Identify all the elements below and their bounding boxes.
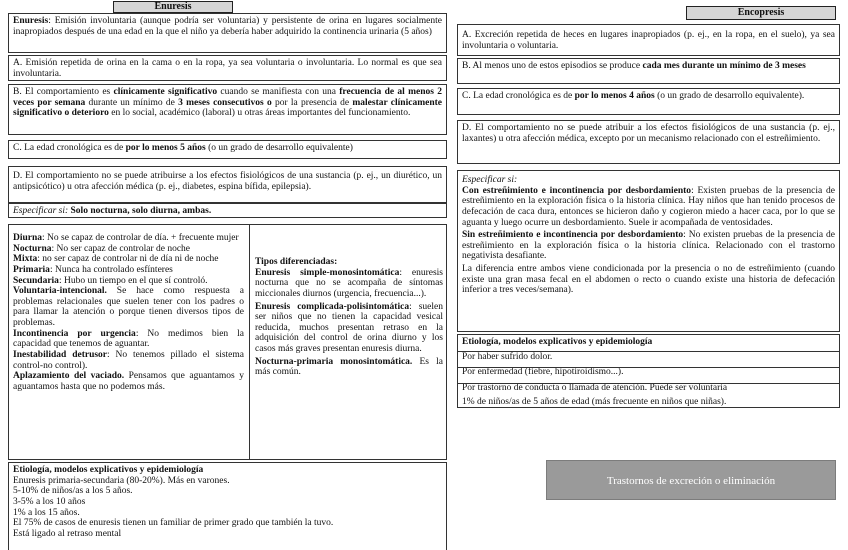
differentiated-item — [255, 268, 443, 300]
encopresis-specify — [457, 170, 840, 332]
enuresis-definition-term: Enuresis — [13, 16, 49, 26]
type-term: Primaria — [13, 264, 50, 275]
encopresis-criterion-d-text: D. El comportamiento no se puede atribuir a los efectos fisiológicos de una sustancia (p. ej., laxantes) u otra afección médica, excepto por un mecanismo relacionado con el estreñimiento. — [462, 123, 835, 144]
enuresis-criterion-c-text-1: C. La edad cronológica es de — [13, 143, 126, 153]
enuresis-differentiated — [255, 257, 443, 378]
type-term: Voluntaria-intencional. — [13, 286, 107, 297]
type-text: : no ser capaz de controlar ni de día ni de noche — [37, 254, 219, 265]
enuresis-criterion-b-bold-3: 3 meses consecutivos o — [178, 97, 272, 108]
encopresis-difference: La diferencia entre ambos viene condicionada por la presencia o no de estreñimiento (cuando existe una gran masa fecal en el abdomen o recto o cuando existe una historia de defecación inferior a tres veces/semana). — [462, 264, 835, 296]
differentiated-heading-text: Tipos diferenciadas: — [255, 257, 338, 267]
etiology-line: El 75% de casos de enuresis tienen un familiar de primer grado que también la tuvo. — [13, 518, 334, 529]
enuresis-title: Enuresis — [113, 1, 233, 13]
enuresis-criterion-b-text-2: cuando se manifiesta con una — [217, 87, 340, 97]
without-constipation-term: Sin estreñimiento e incontinencia por desbordamiento — [462, 230, 684, 241]
enuresis-criterion-b-text-4: por la presencia de — [271, 97, 353, 108]
enuresis-criterion-b-bold-1: clínicamente significativo — [113, 87, 218, 97]
type-item — [13, 244, 244, 255]
encopresis-criterion-c-text-2: (o un grado de desarrollo equivalente). — [654, 91, 805, 101]
encopresis-etiology-heading-text: Etiología, modelos explicativos y epidemiología — [462, 337, 653, 347]
encopresis-with-constipation — [462, 186, 835, 229]
etiology-line: Enuresis primaria-secundaria (80-20%). Más en varones. — [13, 475, 230, 486]
type-term: Aplazamiento del vaciado. — [13, 371, 125, 382]
etiology-line: Está ligado al retraso mental — [13, 528, 122, 539]
enuresis-criterion-b-bold-2: frecuencia de al menos 2 veces por semana — [13, 87, 443, 108]
encopresis-criterion-a-text: A. Excreción repetida de heces en lugares inapropiados (p. ej., en la ropa, en el suelo), ya sea involuntaria o voluntaria. — [462, 30, 835, 51]
type-text: : No medimos bien la capacidad que tenemos de aguantar. — [13, 328, 245, 350]
type-text: : No se capaz de controlar de día. + frecuente mujer — [42, 233, 239, 243]
enuresis-specify-label: Especificar si: — [13, 206, 69, 216]
encopresis-criterion-b-text: B. Al menos uno de estos episodios se produce — [462, 61, 643, 71]
etiology-line: 1% de niños/as de 5 años de edad (más frecuente en niños que niñas). — [462, 396, 727, 407]
type-text: : No ser capaz de controlar de noche — [51, 243, 191, 254]
encopresis-etiology — [457, 334, 840, 408]
etiology-divider — [458, 351, 839, 352]
enuresis-criterion-c — [8, 140, 447, 159]
enuresis-criterion-b-text-3: durante un mínimo de — [85, 97, 179, 108]
type-term: Nocturna — [13, 243, 52, 254]
enuresis-etiology — [8, 462, 447, 550]
type-text: : Hubo un tiempo en el que sí controló. — [58, 275, 208, 286]
differentiated-text: : suelen ser niños que no tienen la capacidad vesical reducida, muchos presentan retraso en la adquisición del control de orina diurno y los casos más graves presentan enuresis diurna. — [255, 301, 443, 354]
etiology-line: Por enfermedad (fiebre, hipotiroidismo...). — [462, 367, 624, 378]
encopresis-specify-label: Especificar si: — [462, 175, 518, 185]
etiology-line: 1% a los 15 años. — [13, 507, 80, 518]
with-constipation-term: Con estreñimiento e incontinencia por desbordamiento — [462, 185, 692, 196]
differentiated-term: Enuresis simple-monosintomática — [255, 267, 400, 278]
type-item — [13, 276, 244, 287]
etiology-divider — [458, 367, 839, 368]
encopresis-criterion-a — [457, 24, 840, 56]
type-text: Pensamos que aguantamos y aguantamos hasta que no podemos más. — [13, 371, 245, 392]
type-term: Diurna — [13, 233, 43, 243]
encopresis-criterion-d — [457, 120, 840, 164]
enuresis-etiology-heading — [13, 465, 442, 476]
differentiated-item — [255, 302, 443, 355]
etiology-line: Por trastorno de conducta o llamada de atención. Puede ser voluntaria — [462, 382, 728, 393]
type-item — [13, 254, 244, 265]
enuresis-specify — [8, 203, 447, 218]
enuresis-criterion-b-bold-4: malestar clínicamente significativo o deterioro — [13, 97, 442, 119]
encopresis-criterion-b-bold: cada mes durante un mínimo de 3 meses — [642, 61, 806, 71]
enuresis-criterion-a-text: A. Emisión repetida de orina en la cama o en la ropa, ya sea voluntaria o involuntaria. Lo normal es que sea involuntaria. — [13, 58, 442, 79]
encopresis-criterion-c-bold: por lo menos 4 años — [574, 91, 655, 101]
differentiated-heading — [255, 257, 443, 268]
differentiated-text: Es la más común. — [255, 356, 444, 378]
differentiated-term: Enuresis complicada-polisintomática — [255, 301, 410, 312]
etiology-line: 3-5% a los 10 años — [13, 496, 86, 507]
enuresis-criterion-b — [8, 84, 447, 135]
encopresis-without-constipation — [462, 230, 835, 262]
enuresis-criterion-b-text-1: B. El comportamiento es — [13, 87, 114, 97]
enuresis-criterion-a — [8, 55, 447, 81]
topic-banner: Trastornos de excreción o eliminación — [546, 460, 836, 500]
etiology-divider — [458, 383, 839, 384]
type-term: Inestabilidad detrusor — [13, 349, 108, 360]
encopresis-title: Encopresis — [686, 6, 836, 20]
enuresis-specify-text: Solo nocturna, solo diurna, ambas. — [68, 206, 212, 216]
type-term: Secundaria — [13, 275, 59, 286]
type-text: : Nunca ha controlado esfínteres — [49, 264, 173, 275]
encopresis-etiology-heading — [462, 337, 835, 348]
type-item — [13, 329, 244, 350]
enuresis-criterion-c-text-2: (o un grado de desarrollo equivalente) — [205, 143, 353, 153]
type-term: Incontinencia por urgencia — [13, 328, 136, 339]
without-constipation-text: : No existen pruebas de la presencia de estreñimiento en la exploración física o la historia clínica. Relacionado con el trastorno negativista desafiante. — [462, 230, 836, 262]
enuresis-criterion-d-text: D. El comportamiento no se puede atribuirse a los efectos fisiológicos de una sustancia (p. ej., un diurético, un antipsicótico) u otra afección médica (p. ej., diabetes, espina bífida, epilepsia). — [13, 171, 442, 192]
type-text: Se hace como respuesta a problemas relacionales que suelen tener con los padres o para llamar la atención o porque tienen diversos tipos de problemas. — [13, 286, 244, 328]
type-item — [13, 371, 244, 392]
differentiated-item — [255, 357, 443, 378]
differentiated-text: : enuresis nocturna que no se acompaña de síntomas miccionales diurnos (urgencia, frecuencia...). — [255, 267, 443, 299]
encopresis-criterion-c — [457, 88, 840, 115]
encopresis-specify-label-row — [462, 175, 835, 186]
type-item — [13, 350, 244, 371]
type-term: Mixta — [13, 254, 38, 265]
enuresis-criterion-d — [8, 166, 447, 203]
type-item — [13, 265, 244, 276]
encopresis-criterion-c-text-1: C. La edad cronológica es de — [462, 91, 575, 101]
etiology-line: Por haber sufrido dolor. — [462, 351, 553, 362]
enuresis-types-list — [13, 233, 244, 392]
enuresis-definition — [8, 13, 447, 53]
column-divider — [249, 225, 250, 459]
type-item — [13, 286, 244, 329]
type-item — [13, 233, 244, 244]
encopresis-criterion-b — [457, 58, 840, 84]
enuresis-criterion-c-bold: por lo menos 5 años — [125, 143, 206, 153]
etiology-line: 5-10% de niños/as a los 5 años. — [13, 486, 133, 497]
type-text: : No tenemos pillado el sistema control-no control). — [13, 349, 244, 371]
enuresis-types-box — [8, 224, 447, 460]
enuresis-etiology-heading-text: Etiología, modelos explicativos y epidemiología — [13, 465, 204, 475]
enuresis-definition-text: : Emisión involuntaria (aunque podría ser voluntaria) y persistente de orina en lugares socialmente inapropiados después de una edad en la que el niño ya debería haber adquirido la continencia urinaria (5 años) — [13, 16, 442, 37]
enuresis-criterion-b-text-5: en lo social, académico (laboral) u otras áreas importantes del funcionamiento. — [108, 108, 411, 119]
differentiated-term: Nocturna-primaria monosintomática. — [255, 356, 413, 367]
with-constipation-text: : Existen pruebas de la presencia de estreñimiento en la exploración física o la historia clínica. Hay niños que han tenido procesos de defecación de caca dura, entonces se hicieron daño y cogieron miedo a hacer caca, por lo que se aguanta y luego ocurre un desbordamiento. Suele ir acompañada de ventosidades. — [462, 185, 835, 228]
